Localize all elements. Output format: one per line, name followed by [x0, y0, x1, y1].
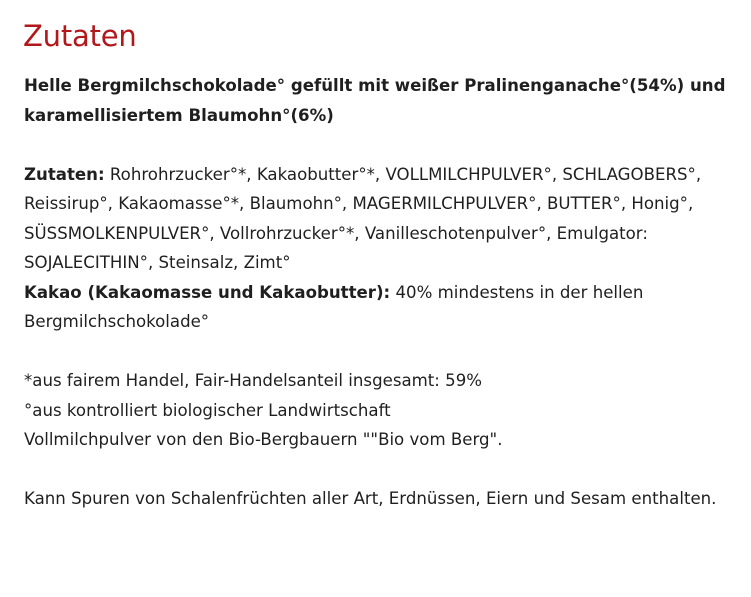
ingredients-label: Zutaten:: [24, 164, 105, 184]
spacer: [24, 337, 729, 367]
cocoa-paragraph: [24, 278, 729, 337]
note-fair-trade: *aus fairem Handel, Fair-Handelsanteil insgesamt: 59%: [24, 371, 483, 390]
note-organic: °aus kontrolliert biologischer Landwirtschaft: [24, 400, 391, 420]
product-headline: Helle Bergmilchschokolade° gefüllt mit weißer Pralinenganache°(54%) und karamellisiertem Blaumohn°(6%): [24, 76, 726, 125]
section-title: Zutaten: [23, 19, 137, 53]
allergen-notice: Kann Spuren von Schalenfrüchten aller Art, Erdnüssen, Eiern und Sesam enthalten.: [24, 489, 717, 508]
note-milk-source: Vollmilchpulver von den Bio-Bergbauern ""Bio vom Berg".: [24, 430, 503, 449]
cocoa-label: Kakao (Kakaomasse und Kakaobutter):: [24, 282, 391, 302]
ingredients-content: [24, 71, 729, 514]
cocoa-text: 40% mindestens in der hellen Bergmilchschokolade°: [24, 282, 644, 331]
spacer: [24, 130, 729, 160]
ingredients-list: Rohrohrzucker°*, Kakaobutter°*, VOLLMILCHPULVER°, SCHLAGOBERS°, Reissirup°, Kakaomasse°*, Blaumohn°, MAGERMILCHPULVER°, BUTTER°, Honig°, SÜSSMOLKENPULVER°, Vollrohrzucker°*, Vanilleschotenpulver°, Emulgator: SOJALECITHIN°, Steinsalz, Zimt°: [24, 164, 702, 272]
ingredients-paragraph: [24, 160, 729, 278]
spacer: [24, 455, 729, 485]
